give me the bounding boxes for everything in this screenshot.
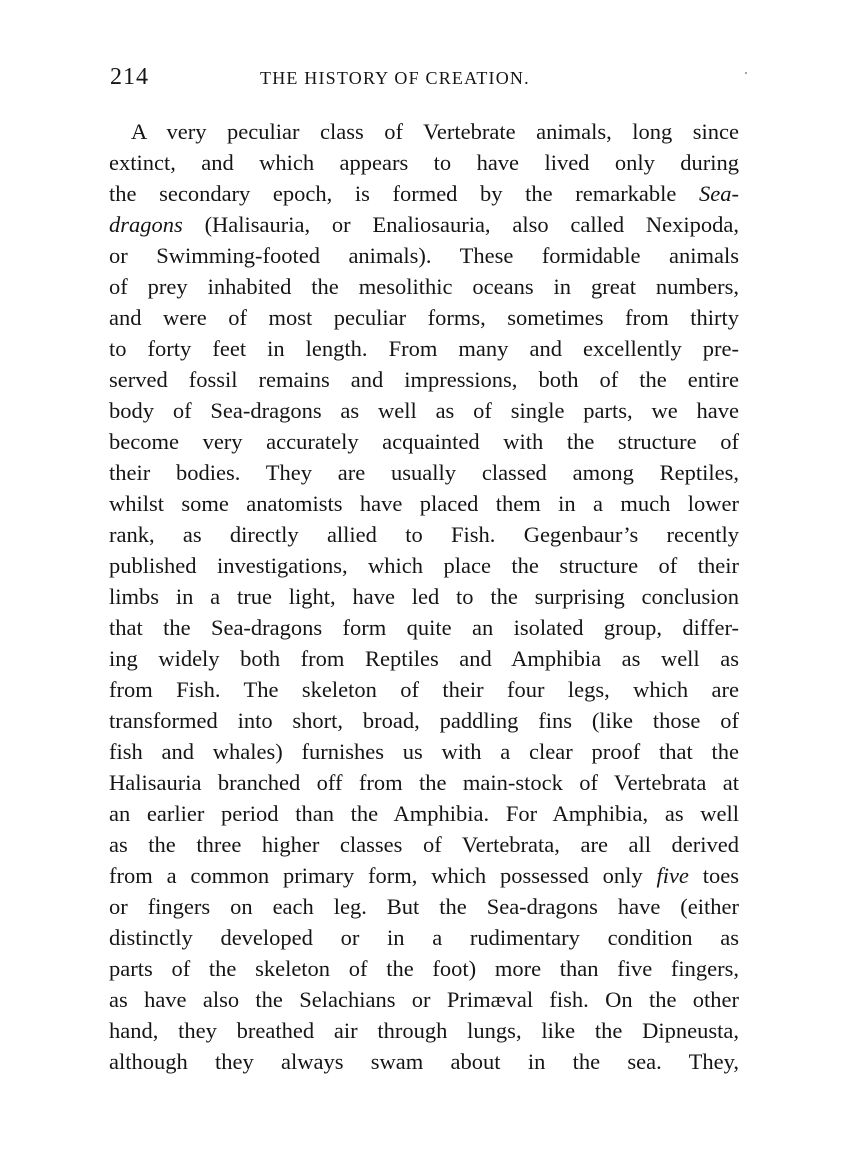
text-line: although they always swam about in the sea. They,	[109, 1049, 739, 1074]
text-line: published investigations, which place the structure of their	[109, 553, 739, 578]
text-line: hand, they breathed air through lungs, like the Dipneusta,	[109, 1018, 739, 1043]
text-line: Halisauria branched off from the main-stock of Vertebrata at	[109, 770, 739, 795]
text-line: and were of most peculiar forms, sometimes from thirty	[109, 305, 739, 330]
text-line: served fossil remains and impressions, both of the entire	[109, 367, 739, 392]
text-line: parts of the skeleton of the foot) more than five fingers,	[109, 956, 739, 981]
text-line: as the three higher classes of Vertebrata, are all derived	[109, 832, 739, 857]
text-line: limbs in a true light, have led to the surprising conclusion	[109, 584, 739, 609]
text-line: to forty feet in length. From many and excellently pre-	[109, 336, 739, 361]
text-line: transformed into short, broad, paddling fins (like those of	[109, 708, 739, 733]
text-line: an earlier period than the Amphibia. For Amphibia, as well	[109, 801, 739, 826]
print-speck	[745, 72, 747, 74]
text-line: whilst some anatomists have placed them in a much lower	[109, 491, 739, 516]
page-header	[110, 64, 740, 96]
italic-word: dragons	[109, 212, 183, 237]
text-line: become very accurately acquainted with the structure of	[109, 429, 739, 454]
text-line: distinctly developed or in a rudimentary condition as	[109, 925, 739, 950]
text-line: or fingers on each leg. But the Sea-dragons have (either	[109, 894, 739, 919]
text-line: dragons (Halisauria, or Enaliosauria, also called Nexipoda,	[109, 212, 739, 237]
italic-word: Sea-	[699, 181, 739, 206]
text-line: rank, as directly allied to Fish. Gegenbaur’s recently	[109, 522, 739, 547]
text-line: extinct, and which appears to have lived only during	[109, 150, 739, 175]
text-line: from a common primary form, which possessed only five toes	[109, 863, 739, 888]
text-line: fish and whales) furnishes us with a clear proof that the	[109, 739, 739, 764]
text-line: A very peculiar class of Vertebrate animals, long since	[131, 119, 739, 144]
text-line: of prey inhabited the mesolithic oceans in great numbers,	[109, 274, 739, 299]
text-line: ing widely both from Reptiles and Amphibia as well as	[109, 646, 739, 671]
page-number: 214	[110, 64, 149, 90]
italic-word: five	[656, 863, 689, 888]
text-line: that the Sea-dragons form quite an isolated group, differ-	[109, 615, 739, 640]
text-line: the secondary epoch, is formed by the remarkable Sea-	[109, 181, 739, 206]
text-line: their bodies. They are usually classed among Reptiles,	[109, 460, 739, 485]
text-line: body of Sea-dragons as well as of single parts, we have	[109, 398, 739, 423]
text-line: or Swimming-footed animals). These formidable animals	[109, 243, 739, 268]
running-title: THE HISTORY OF CREATION.	[260, 68, 530, 88]
text-line: as have also the Selachians or Primæval fish. On the other	[109, 987, 739, 1012]
text-line: from Fish. The skeleton of their four legs, which are	[109, 677, 739, 702]
